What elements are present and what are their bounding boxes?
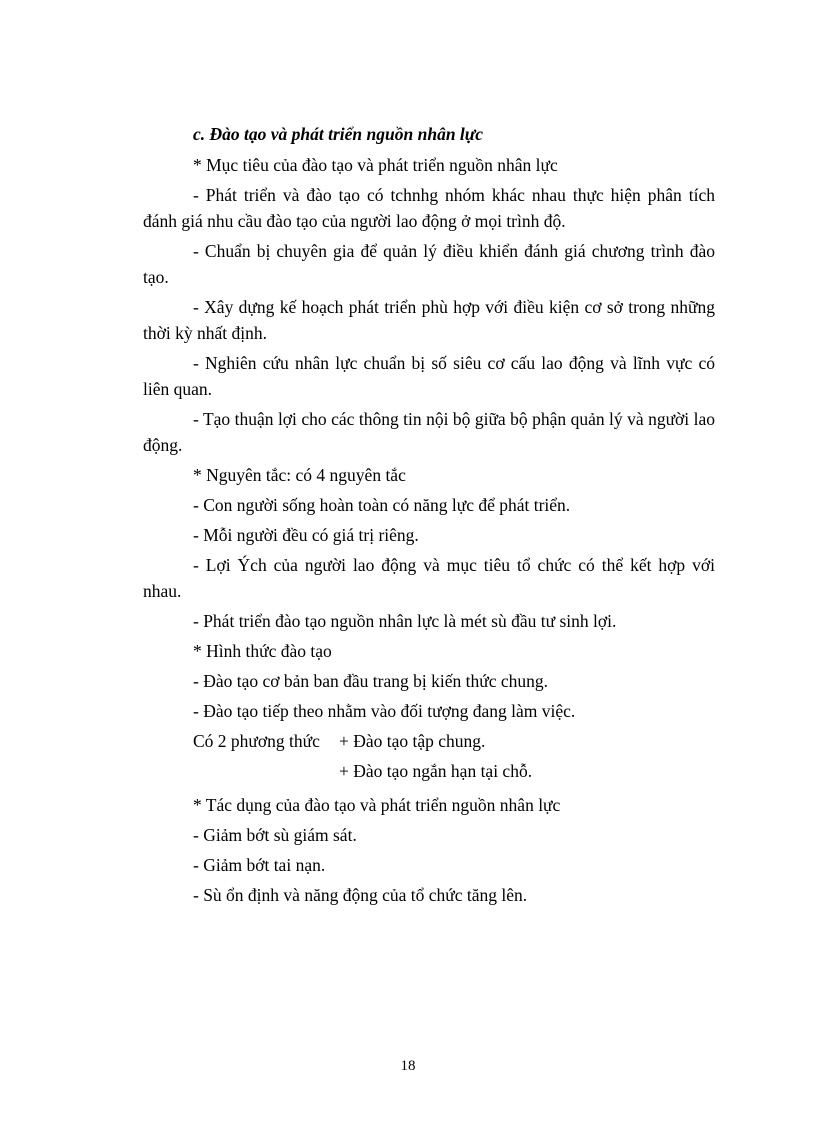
objective-item: - Nghiên cứu nhân lực chuẩn bị số siêu cơ cấu lao động và lĩnh vực có liên quan. xyxy=(143,353,715,399)
training-methods xyxy=(143,728,715,788)
effects-title: * Tác dụng của đào tạo và phát triển nguồn nhân lực xyxy=(193,795,561,815)
principle-item: - Lợi Ých của người lao động và mục tiêu tổ chức có thể kết hợp với nhau. xyxy=(143,555,715,601)
method-item: + Đào tạo ngắn hạn tại chỗ. xyxy=(339,761,533,781)
section-heading: c. Đào tạo và phát triển nguồn nhân lực xyxy=(193,124,484,144)
objectives-title: * Mục tiêu của đào tạo và phát triển nguồn nhân lực xyxy=(193,155,558,175)
method-item: + Đào tạo tập chung. xyxy=(339,731,486,751)
effect-item: - Giảm bớt sù giám sát. xyxy=(193,825,357,845)
objective-item: - Chuẩn bị chuyên gia để quản lý điều khiển đánh giá chương trình đào tạo. xyxy=(143,241,715,287)
objective-item: - Xây dựng kế hoạch phát triển phù hợp với điều kiện cơ sở trong những thời kỳ nhất định. xyxy=(143,297,715,343)
form-item: - Đào tạo tiếp theo nhằm vào đối tượng đang làm việc. xyxy=(193,701,576,721)
page-number: 18 xyxy=(400,1058,416,1074)
principle-item: - Phát triển đào tạo nguồn nhân lực là mét sù đầu tư sinh lợi. xyxy=(193,611,617,631)
effect-item: - Giảm bớt tai nạn. xyxy=(193,855,326,875)
form-item: - Đào tạo cơ bản ban đầu trang bị kiến thức chung. xyxy=(193,671,549,691)
objective-item: - Tạo thuận lợi cho các thông tin nội bộ giữa bộ phận quản lý và người lao động. xyxy=(143,409,715,455)
forms-title: * Hình thức đào tạo xyxy=(193,641,332,661)
page-content xyxy=(143,121,715,912)
principles-title: * Nguyên tắc: có 4 nguyên tắc xyxy=(193,465,406,485)
principle-item: - Con người sống hoàn toàn có năng lực để phát triển. xyxy=(193,495,571,515)
effect-item: - Sù ổn định và năng động của tổ chức tăng lên. xyxy=(193,885,528,905)
objective-item: - Phát triển và đào tạo có tchnhg nhóm khác nhau thực hiện phân tích đánh giá nhu cầu đào tạo của người lao động ở mọi trình độ. xyxy=(143,185,715,231)
principle-item: - Mỗi người đều có giá trị riêng. xyxy=(193,525,419,545)
methods-lead: Có 2 phương thức xyxy=(193,731,320,751)
